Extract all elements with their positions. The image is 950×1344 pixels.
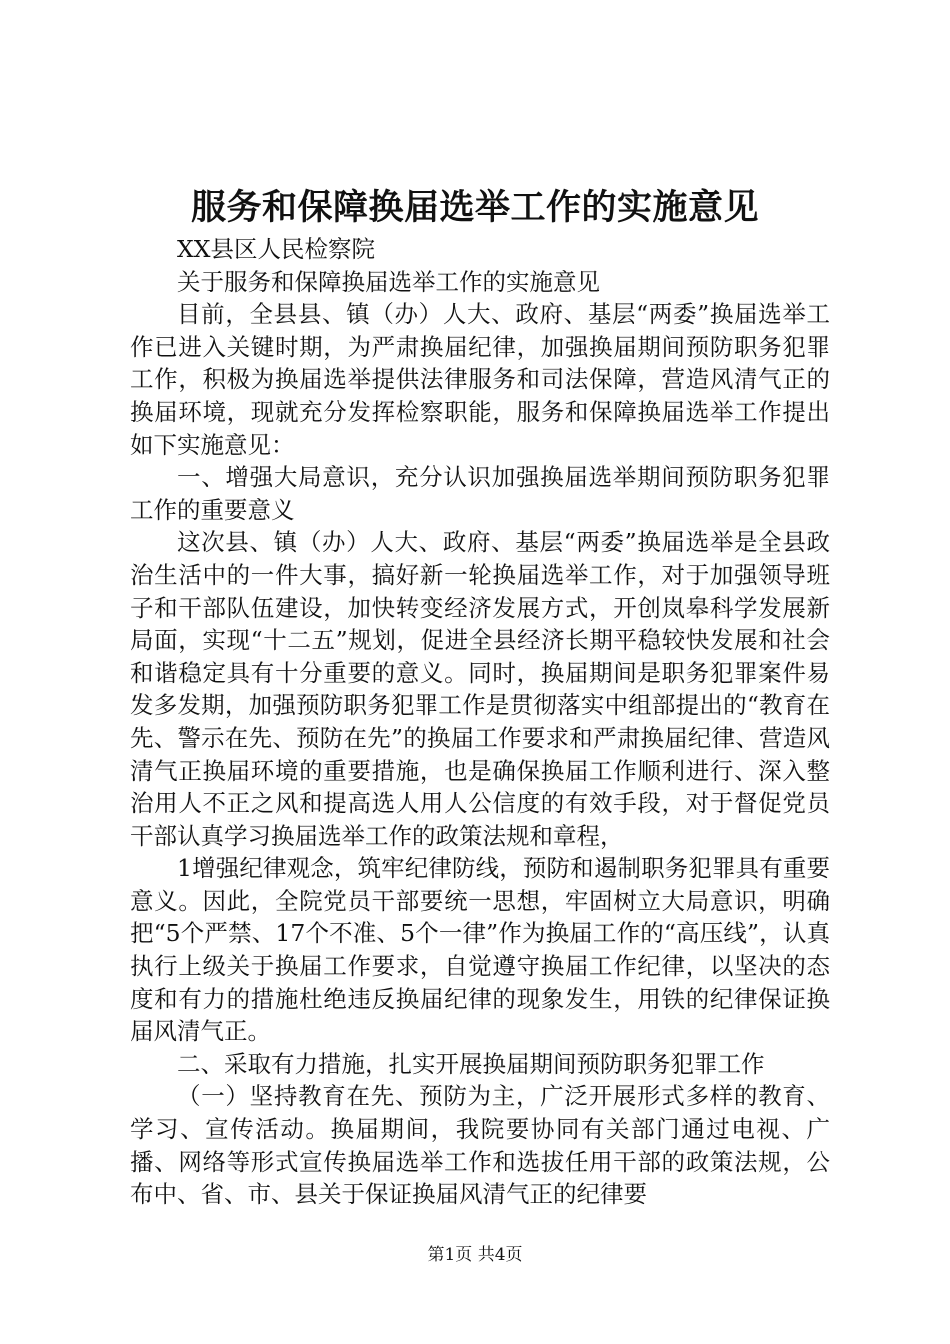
heading-section-2: 二、采取有力措施，扎实开展换届期间预防职务犯罪工作 xyxy=(177,1049,765,1078)
document-body xyxy=(130,233,830,1211)
paragraph-discipline: 1增强纪律观念，筑牢纪律防线，预防和遏制职务犯罪具有重要意义。因此，全院党员干部要统一思想，牢固树立大局意识，明确把“5个严禁、17个不准、5个一律”作为换届工作的“高压线”，认真执行上级关于换届工作要求，自觉遵守换届工作纪律，以坚决的态度和有力的措施杜绝违反换届纪律的现象发生，用铁的纪律保证换届风清气正。 xyxy=(130,854,830,1046)
paragraph-measure-1: （一）坚持教育在先、预防为主，广泛开展形式多样的教育、学习、宣传活动。换届期间，我院要协同有关部门通过电视、广播、网络等形式宣传换届选举工作和选拔任用干部的政策法规，公布中、省、市、县关于保证换届风清气正的纪律要 xyxy=(130,1082,830,1209)
document-title: 服务和保障换届选举工作的实施意见 xyxy=(190,187,759,228)
heading-section-1: 一、增强大局意识，充分认识加强换届选举期间预防职务犯罪工作的重要意义 xyxy=(130,463,830,524)
paragraph-organization: XX县区人民检察院 xyxy=(177,235,375,263)
paragraph-significance: 这次县、镇（办）人大、政府、基层“两委”换届选举是全县政治生活中的一件大事，搞好新一轮换届选举工作，对于加强领导班子和干部队伍建设，加快转变经济发展方式，开创岚皋科学发展新局面，实现“十二五”规划，促进全县经济长期平稳较快发展和社会和谐稳定具有十分重要的意义。同时，换届期间是职务犯罪案件易发多发期，加强预防职务犯罪工作是贯彻落实中组部提出的“教育在先、警示在先、预防在先”的换届工作要求和严肃换届纪律、营造风清气正换届环境的重要措施，也是确保换届工作顺利进行、深入整治用人不正之风和提高选人用人公信度的有效手段，对于督促党员干部认真学习换届选举工作的政策法规和章程， xyxy=(130,528,830,850)
paragraph-subtitle: 关于服务和保障换届选举工作的实施意见 xyxy=(177,267,600,296)
page-footer: 第1页 共4页 xyxy=(427,1245,523,1265)
paragraph-intro: 目前，全县县、镇（办）人大、政府、基层“两委”换届选举工作已进入关键时期，为严肃换届纪律，加强换届期间预防职务犯罪工作，积极为换届选举提供法律服务和司法保障，营造风清气正的换届环境，现就充分发挥检察职能，服务和保障换届选举工作提出如下实施意见： xyxy=(130,300,830,459)
